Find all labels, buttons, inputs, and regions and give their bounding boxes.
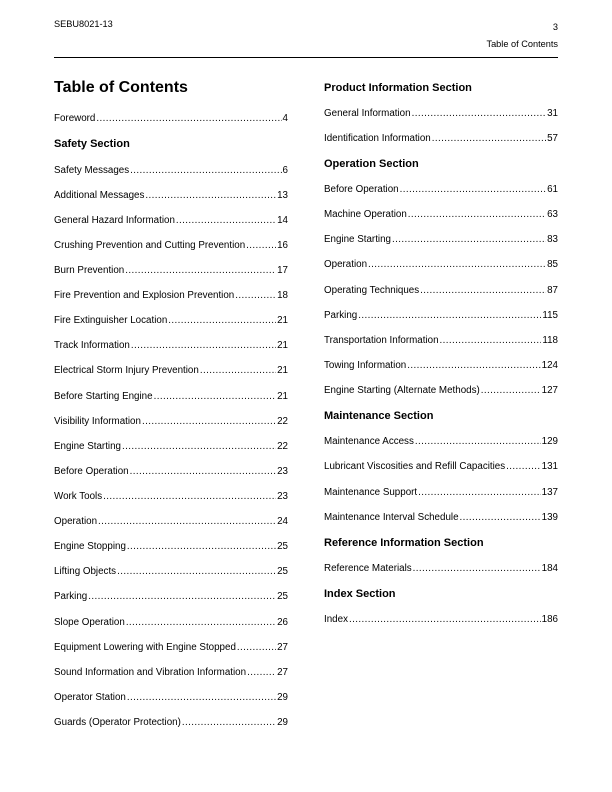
toc-entry-page: 57 <box>547 133 558 144</box>
toc-entry[interactable] <box>54 240 288 252</box>
toc-entry-title: Crushing Prevention and Cutting Prevention <box>54 240 246 251</box>
toc-entry-page: 186 <box>541 614 558 625</box>
index-section-heading: Index Section <box>324 588 396 600</box>
dot-leader <box>408 209 546 221</box>
toc-entry[interactable] <box>54 717 288 729</box>
toc-entry-page: 139 <box>541 512 558 523</box>
toc-entry-page: 17 <box>277 265 288 276</box>
dot-leader <box>400 184 546 196</box>
toc-entry-title: Burn Prevention <box>54 265 125 276</box>
toc-entry-page: 27 <box>277 642 288 653</box>
toc-entry[interactable] <box>54 466 288 478</box>
toc-entry[interactable] <box>54 365 288 377</box>
toc-entry-page: 25 <box>277 566 288 577</box>
toc-entry-page: 131 <box>541 461 558 472</box>
dot-leader <box>122 441 276 453</box>
toc-entry[interactable] <box>324 133 558 145</box>
toc-entry[interactable] <box>54 391 288 403</box>
toc-entry[interactable] <box>54 667 288 679</box>
dot-leader <box>142 416 276 428</box>
toc-entry-title: Engine Starting <box>54 441 121 452</box>
toc-entry-title: Maintenance Support <box>324 487 418 498</box>
toc-entry-page: 129 <box>541 436 558 447</box>
reference-information-section-heading: Reference Information Section <box>324 537 484 549</box>
toc-entry-title: Slope Operation <box>54 617 125 628</box>
toc-entry-title: Safety Messages <box>54 165 130 176</box>
toc-entry[interactable] <box>54 566 288 578</box>
dot-leader <box>127 541 276 553</box>
toc-entry-title: Before Operation <box>54 466 129 477</box>
toc-entry-title: Identification Information <box>324 133 431 144</box>
toc-entry-page: 6 <box>282 165 288 176</box>
toc-entry-page: 21 <box>277 391 288 402</box>
page-header-right <box>486 19 558 53</box>
dot-leader <box>103 491 276 503</box>
toc-entry-page: 115 <box>542 310 558 321</box>
toc-entry[interactable] <box>54 541 288 553</box>
toc-entry-title: Track Information <box>54 340 130 351</box>
dot-leader <box>145 190 276 202</box>
toc-entry-title: Transportation Information <box>324 335 439 346</box>
toc-entry[interactable] <box>324 487 558 499</box>
toc-entry-page: 21 <box>277 340 288 351</box>
toc-entry-title: Before Starting Engine <box>54 391 153 402</box>
toc-entry-title: General Information <box>324 108 411 119</box>
toc-entry-foreword[interactable] <box>54 113 288 125</box>
dot-leader <box>413 563 541 575</box>
toc-entry-page: 29 <box>277 717 288 728</box>
toc-entry-page: 25 <box>277 591 288 602</box>
dot-leader <box>481 385 541 397</box>
dot-leader <box>246 240 276 252</box>
dot-leader <box>96 113 281 125</box>
toc-entry[interactable] <box>324 360 558 372</box>
toc-entry-page: 13 <box>277 190 288 201</box>
safety-section-heading: Safety Section <box>54 138 130 150</box>
toc-entry[interactable] <box>54 290 288 302</box>
toc-entry-page: 21 <box>277 315 288 326</box>
toc-entry[interactable] <box>54 591 288 603</box>
toc-entry[interactable] <box>324 335 558 347</box>
toc-entry-page: 29 <box>277 692 288 703</box>
toc-entry[interactable] <box>324 209 558 221</box>
toc-entry[interactable] <box>54 617 288 629</box>
toc-entry-title: Operator Station <box>54 692 126 703</box>
dot-leader <box>392 234 546 246</box>
toc-entry-title: Guards (Operator Protection) <box>54 717 181 728</box>
dot-leader <box>412 108 547 120</box>
dot-leader <box>432 133 546 145</box>
dot-leader <box>182 717 276 729</box>
toc-entry[interactable] <box>324 512 558 524</box>
toc-entry-page: 22 <box>277 416 288 427</box>
toc-entry-page: 21 <box>277 365 288 376</box>
toc-entry-title: Reference Materials <box>324 563 412 574</box>
dot-leader <box>420 285 546 297</box>
toc-entry-page: 23 <box>277 466 288 477</box>
toc-entry-title: Additional Messages <box>54 190 145 201</box>
toc-entry-page: 24 <box>277 516 288 527</box>
dot-leader <box>418 487 541 499</box>
toc-entry-title: Equipment Lowering with Engine Stopped <box>54 642 236 653</box>
toc-entry[interactable] <box>324 461 558 473</box>
dot-leader <box>368 259 546 271</box>
toc-entry[interactable] <box>54 315 288 327</box>
page-number: 3 <box>552 22 558 32</box>
dot-leader <box>88 591 276 603</box>
dot-leader <box>98 516 276 528</box>
toc-entry-title: Parking <box>324 310 358 321</box>
toc-entry-title: Engine Starting (Alternate Methods) <box>324 385 480 396</box>
toc-entry-title: General Hazard Information <box>54 215 175 226</box>
toc-entry[interactable] <box>54 441 288 453</box>
toc-entry-page: 31 <box>547 108 558 119</box>
toc-entry-title: Visibility Information <box>54 416 141 427</box>
toc-entry[interactable] <box>324 108 558 120</box>
toc-entry[interactable] <box>54 692 288 704</box>
toc-entry-title: Engine Starting <box>324 234 391 245</box>
toc-entry-page: 27 <box>277 667 288 678</box>
toc-entry-title: Operating Techniques <box>324 285 420 296</box>
toc-entry-page: 124 <box>541 360 558 371</box>
product-information-section-heading: Product Information Section <box>324 82 472 94</box>
toc-entry-page: 16 <box>277 240 288 251</box>
dot-leader <box>200 365 276 377</box>
dot-leader <box>440 335 542 347</box>
toc-entry-title: Engine Stopping <box>54 541 126 552</box>
toc-entry[interactable] <box>54 416 288 428</box>
dot-leader <box>247 667 276 679</box>
dot-leader <box>125 265 276 277</box>
toc-entry-page: 63 <box>547 209 558 220</box>
dot-leader <box>168 315 276 327</box>
toc-entry-title: Work Tools <box>54 491 103 502</box>
toc-entry-page: 14 <box>277 215 288 226</box>
toc-entry[interactable] <box>54 340 288 352</box>
toc-entry-title: Operation <box>324 259 368 270</box>
toc-entry[interactable] <box>54 215 288 227</box>
toc-entry-page: 127 <box>541 385 558 396</box>
dot-leader <box>126 617 276 629</box>
toc-entry[interactable] <box>324 259 558 271</box>
toc-entry-title: Lifting Objects <box>54 566 117 577</box>
dot-leader <box>130 466 276 478</box>
toc-entry-page: 118 <box>542 335 558 346</box>
dot-leader <box>460 512 541 524</box>
toc-entry-page: 61 <box>547 184 558 195</box>
toc-entry-page: 137 <box>541 487 558 498</box>
toc-entry-page: 25 <box>277 541 288 552</box>
dot-leader <box>407 360 540 372</box>
toc-entry[interactable] <box>54 265 288 277</box>
toc-entry-page: 85 <box>547 259 558 270</box>
toc-entry-title: Lubricant Viscosities and Refill Capacities <box>324 461 506 472</box>
toc-entry-page: 4 <box>282 113 288 124</box>
maintenance-section-heading: Maintenance Section <box>324 410 434 422</box>
dot-leader <box>237 642 276 654</box>
dot-leader <box>415 436 541 448</box>
toc-entry[interactable] <box>54 516 288 528</box>
document-id: SEBU8021-13 <box>54 19 113 29</box>
toc-entry-page: 22 <box>277 441 288 452</box>
toc-entry-title: Maintenance Interval Schedule <box>324 512 459 523</box>
toc-entry[interactable] <box>324 385 558 397</box>
toc-entry[interactable] <box>324 184 558 196</box>
dot-leader <box>154 391 277 403</box>
toc-entry-title: Foreword <box>54 113 96 124</box>
toc-entry[interactable] <box>54 190 288 202</box>
toc-entry-title: Maintenance Access <box>324 436 414 447</box>
operation-section-heading: Operation Section <box>324 158 419 170</box>
toc-entry-page: 26 <box>277 617 288 628</box>
toc-entry-page: 184 <box>541 563 558 574</box>
dot-leader <box>358 310 541 322</box>
toc-entry-title: Parking <box>54 591 88 602</box>
toc-entry[interactable] <box>324 563 558 575</box>
toc-entry-page: 18 <box>277 290 288 301</box>
header-section-label: Table of Contents <box>486 39 558 49</box>
toc-entry-page: 87 <box>547 285 558 296</box>
dot-leader <box>131 340 276 352</box>
dot-leader <box>176 215 276 227</box>
toc-entry-title: Towing Information <box>324 360 407 371</box>
toc-entry-page: 23 <box>277 491 288 502</box>
toc-entry-title: Fire Extinguisher Location <box>54 315 168 326</box>
toc-entry-title: Operation <box>54 516 98 527</box>
toc-entry[interactable] <box>324 285 558 297</box>
toc-entry[interactable] <box>54 642 288 654</box>
toc-entry-title: Fire Prevention and Explosion Prevention <box>54 290 235 301</box>
toc-entry[interactable] <box>54 165 288 177</box>
dot-leader <box>130 165 281 177</box>
toc-entry[interactable] <box>54 491 288 503</box>
toc-entry-title: Before Operation <box>324 184 399 195</box>
dot-leader <box>117 566 276 578</box>
toc-entry-title: Index <box>324 614 348 625</box>
toc-entry[interactable] <box>324 436 558 448</box>
toc-entry[interactable] <box>324 234 558 246</box>
toc-entry-page: 83 <box>547 234 558 245</box>
dot-leader <box>506 461 540 473</box>
dot-leader <box>349 614 541 626</box>
toc-entry-title: Electrical Storm Injury Prevention <box>54 365 199 376</box>
toc-entry-title: Machine Operation <box>324 209 407 220</box>
toc-entry[interactable] <box>324 310 558 322</box>
toc-entry[interactable] <box>324 614 558 626</box>
dot-leader <box>235 290 276 302</box>
toc-title: Table of Contents <box>54 79 188 96</box>
dot-leader <box>127 692 276 704</box>
toc-entry-title: Sound Information and Vibration Information <box>54 667 247 678</box>
header-rule <box>54 57 558 58</box>
